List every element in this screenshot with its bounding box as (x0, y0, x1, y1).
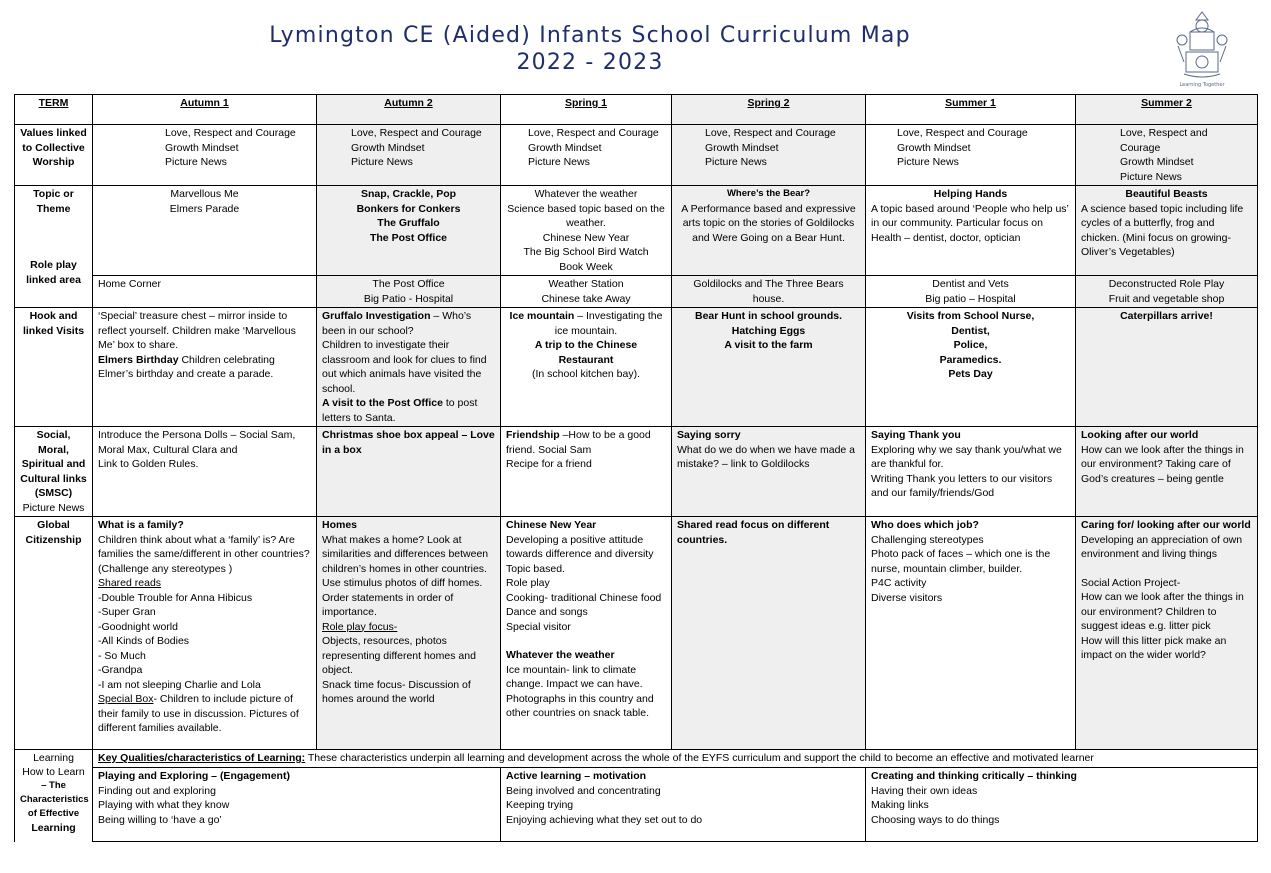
hook-autumn-1: ‘Special’ treasure chest – mirror inside to reflect yourself. Children make ‘Marvellous Me’ box to share. Elmers Birthday Children celebrating Elmer’s birthday and create a parade. (93, 308, 317, 427)
hook-spring-2: Bear Hunt in school grounds. Hatching Eggs A visit to the farm (672, 308, 866, 427)
global-autumn-2: Homes What makes a home? Look at similarities and differences between children’s homes in other countries. Use stimulus photos of diff homes. Order statements in order of importance. Role play focus- Objects, resources, photos representing different homes and object. Snack time focus- Discussion of homes around the world (317, 517, 501, 750)
row-label-topic: Topic or Theme Role play linked area (15, 186, 93, 308)
term-spring-2: Spring 2 (672, 95, 866, 125)
values-row (15, 125, 1258, 186)
topic-spring-2: Where’s the Bear? A Performance based and expressive arts topic on the stories of Goldilocks and Were Going on a Bear Hunt. (672, 186, 866, 276)
hook-summer-1: Visits from School Nurse, Dentist, Police, Paramedics. Pets Day (866, 308, 1076, 427)
values-summer-1: Love, Respect and Courage Growth Mindset Picture News (866, 125, 1076, 186)
smsc-autumn-2: Christmas shoe box appeal – Love in a box (317, 427, 501, 517)
values-autumn-2: Love, Respect and Courage Growth Mindset Picture News (317, 125, 501, 186)
topic-summer-1: Helping Hands A topic based around ‘People who help us’ in our community. Particular focus on Health – dentist, doctor, optician (866, 186, 1076, 276)
role-play-spring-2: Goldilocks and The Three Bears house. (672, 276, 866, 308)
learning-columns-row (15, 768, 1258, 842)
topic-summer-2: Beautiful Beasts A science based topic including life cycles of a butterfly, frog and chicken. (Mini focus on growing- Oliver’s Vegetables) (1076, 186, 1258, 276)
row-label-role-play: Role play linked area (26, 259, 81, 286)
learning-key-row (15, 750, 1258, 768)
smsc-spring-1: Friendship –How to be a good friend. Social Sam Recipe for a friend (501, 427, 672, 517)
smsc-summer-1: Saying Thank you Exploring why we say thank you/what we are thankful for. Writing Thank you letters to our visitors and our family/friends/God (866, 427, 1076, 517)
smsc-summer-2: Looking after our world How can we look after the things in our environment? Taking care of God’s creatures – being gentle (1076, 427, 1258, 517)
hook-row (15, 308, 1258, 427)
role-play-autumn-1: Home Corner (93, 276, 317, 308)
learning-creating-thinking: Creating and thinking critically – thinking Having their own ideas Making links Choosing ways to do things (866, 768, 1258, 842)
learning-playing-exploring: Playing and Exploring – (Engagement) Finding out and exploring Playing with what they know Being willing to ‘have a go’ (93, 768, 501, 842)
row-label-values: Values linked to Collective Worship (15, 125, 93, 186)
row-label-global: Global Citizenship (15, 517, 93, 750)
smsc-autumn-1: Introduce the Persona Dolls – Social Sam, Moral Max, Cultural Clara and Link to Golden Rules. (93, 427, 317, 517)
role-play-spring-1: Weather Station Chinese take Away (501, 276, 672, 308)
page-title: Lymington CE (Aided) Infants School Curriculum Map (269, 23, 911, 48)
learning-active-learning: Active learning – motivation Being involved and concentrating Keeping trying Enjoying achieving what they set out to do (501, 768, 866, 842)
row-label-smsc: Social, Moral, Spiritual and Cultural links (SMSC) Picture News (15, 427, 93, 517)
values-spring-2: Love, Respect and Courage Growth Mindset Picture News (672, 125, 866, 186)
school-crest-logo (1170, 6, 1234, 90)
global-row (15, 517, 1258, 750)
term-autumn-2: Autumn 2 (317, 95, 501, 125)
global-summer-1: Who does which job? Challenging stereotypes Photo pack of faces – which one is the nurse, mountain climber, builder. P4C activity Diverse visitors (866, 517, 1076, 750)
values-autumn-1: Love, Respect and Courage Growth Mindset Picture News (93, 125, 317, 186)
term-autumn-1: Autumn 1 (93, 95, 317, 125)
page-year: 2022 - 2023 (516, 50, 664, 75)
header-row (15, 95, 1258, 125)
role-play-summer-2: Deconstructed Role Play Fruit and vegetable shop (1076, 276, 1258, 308)
term-spring-1: Spring 1 (501, 95, 672, 125)
curriculum-table (14, 94, 1258, 842)
values-summer-2: Love, Respect and Courage Growth Mindset Picture News (1076, 125, 1258, 186)
term-summer-1: Summer 1 (866, 95, 1076, 125)
global-spring-2: Shared read focus on different countries. (672, 517, 866, 750)
term-header: TERM (15, 95, 93, 125)
topic-autumn-2: Snap, Crackle, Pop Bonkers for Conkers The Gruffalo The Post Office (317, 186, 501, 276)
global-autumn-1: What is a family? Children think about what a ‘family’ is? Are families the same/different in other countries? (Challenge any stereotypes ) Shared reads -Double Trouble for Anna Hibicus -Super Gran -Goodnight world -All Kinds of Bodies - So Much -Grandpa -I am not sleeping Charlie and Lola Special Box- Children to include picture of their family to use in discussion. Pictures of different families available. (93, 517, 317, 750)
row-label-learning: Learning How to Learn – The Characteristics of Effective Learning (15, 750, 93, 842)
topic-row (15, 186, 1258, 276)
role-play-autumn-2: The Post Office Big Patio - Hospital (317, 276, 501, 308)
crest-motto: Learning Together (1179, 82, 1225, 88)
hook-autumn-2: Gruffalo Investigation – Who’s been in our school? Children to investigate their classroom and look for clues to find out which animals have visited the school. A visit to the Post Office to post letters to Santa. (317, 308, 501, 427)
row-label-hook: Hook and linked Visits (15, 308, 93, 427)
smsc-spring-2: Saying sorry What do we do when we have made a mistake? – link to Goldilocks (672, 427, 866, 517)
learning-key-qualities: Key Qualities/characteristics of Learning: These characteristics underpin all learning and development across the whole of the EYFS curriculum and support the child to become an effective and motivated learner (93, 750, 1258, 768)
role-play-summer-1: Dentist and Vets Big patio – Hospital (866, 276, 1076, 308)
smsc-row (15, 427, 1258, 517)
topic-spring-1: Whatever the weather Science based topic based on the weather. Chinese New Year The Big School Bird Watch Book Week (501, 186, 672, 276)
term-summer-2: Summer 2 (1076, 95, 1258, 125)
hook-spring-1: Ice mountain – Investigating the ice mountain. A trip to the Chinese Restaurant (In school kitchen bay). (501, 308, 672, 427)
global-spring-1: Chinese New Year Developing a positive attitude towards difference and diversity Topic based. Role play Cooking- traditional Chinese food Dance and songs Special visitor Whatever the weather Ice mountain- link to climate change. Impact we can have. Photographs in this country and other countries on snack table. (501, 517, 672, 750)
global-summer-2: Caring for/ looking after our world Developing an appreciation of own environment and living things Social Action Project- How can we look after the things in our environment? Children to suggest ideas e.g. litter pick How will this litter pick make an impact on the wider world? (1076, 517, 1258, 750)
hook-summer-2: Caterpillars arrive! (1076, 308, 1258, 427)
role-play-row (15, 276, 1258, 308)
topic-autumn-1: Marvellous Me Elmers Parade (93, 186, 317, 276)
values-spring-1: Love, Respect and Courage Growth Mindset Picture News (501, 125, 672, 186)
